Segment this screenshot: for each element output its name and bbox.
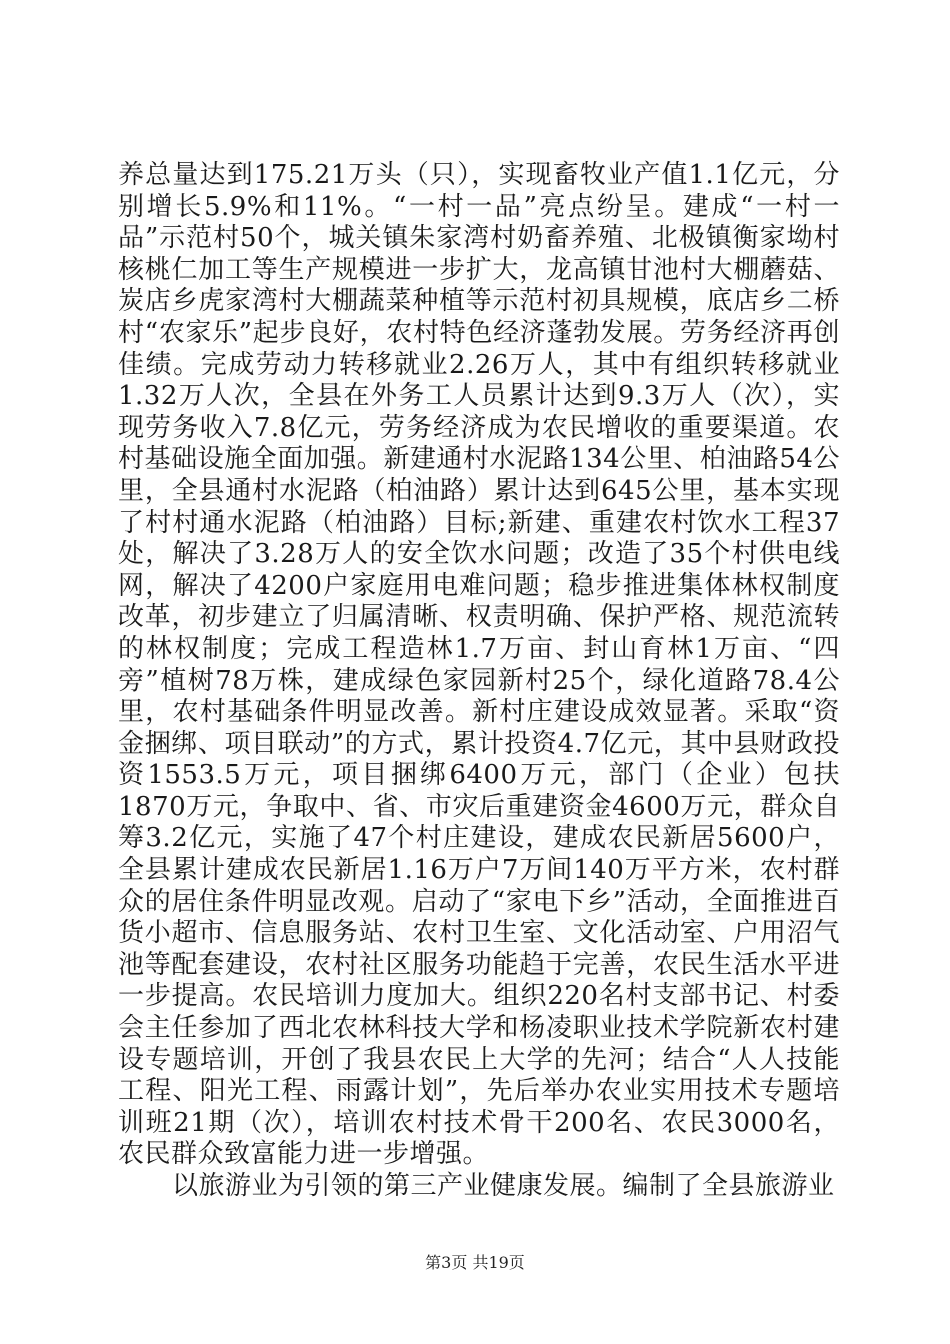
document-body [118,160,840,1203]
body-paragraph: 以旅游业为引领的第三产业健康发展。编制了全县旅游业 [172,1171,835,1201]
page-footer: 第3页 共19页 [425,1253,525,1272]
body-paragraph: 养总量达到175.21万头（只），实现畜牧业产值1.1亿元，分别增长5.9%和11%。“一村一品”亮点纷呈。建成“一村一品”示范村50个，城关镇朱家湾村奶畜养殖、北极镇衡家坳村核桃仁加工等生产规模进一步扩大，龙高镇甘池村大棚蘑菇、炭店乡虎家湾村大棚蔬菜种植等示范村初具规模，底店乡二桥村“农家乐”起步良好，农村特色经济蓬勃发展。劳务经济再创佳绩。完成劳动力转移就业2.26万人，其中有组织转移就业1.32万人次，全县在外务工人员累计达到9.3万人（次），实现劳务收入7.8亿元，劳务经济成为农民增收的重要渠道。农村基础设施全面加强。新建通村水泥路134公里、柏油路54公里，全县通村水泥路（柏油路）累计达到645公里，基本实现了村村通水泥路（柏油路）目标;新建、重建农村饮水工程37处，解决了3.28万人的安全饮水问题；改造了35个村供电线网，解决了4200户家庭用电难问题；稳步推进集体林权制度改革，初步建立了归属清晰、权责明确、保护严格、规范流转的林权制度；完成工程造林1.7万亩、封山育林1万亩、“四旁”植树78万株，建成绿色家园新村25个，绿化道路78.4公里，农村基础条件明显改善。新村庄建设成效显著。采取“资金捆绑、项目联动”的方式，累计投资4.7亿元，其中县财政投资1553.5万元，项目捆绑6400万元，部门（企业）包扶1870万元，争取中、省、市灾后重建资金4600万元，群众自筹3.2亿元，实施了47个村庄建设，建成农民新居5600户，全县累计建成农民新居1.16万户7万间140万平方米，农村群众的居住条件明显改观。启动了“家电下乡”活动，全面推进百货小超市、信息服务站、农村卫生室、文化活动室、户用沼气池等配套建设，农村社区服务功能趋于完善，农民生活水平进一步提高。农民培训力度加大。组织220名村支部书记、村委会主任参加了西北农林科技大学和杨凌职业技术学院新农村建设专题培训，开创了我县农民上大学的先河；结合“人人技能工程、阳光工程、雨露计划”，先后举办农业实用技术专题培训班21期（次），培训农村技术骨干200名、农民3000名，农民群众致富能力进一步增强。 [118,160,840,1170]
